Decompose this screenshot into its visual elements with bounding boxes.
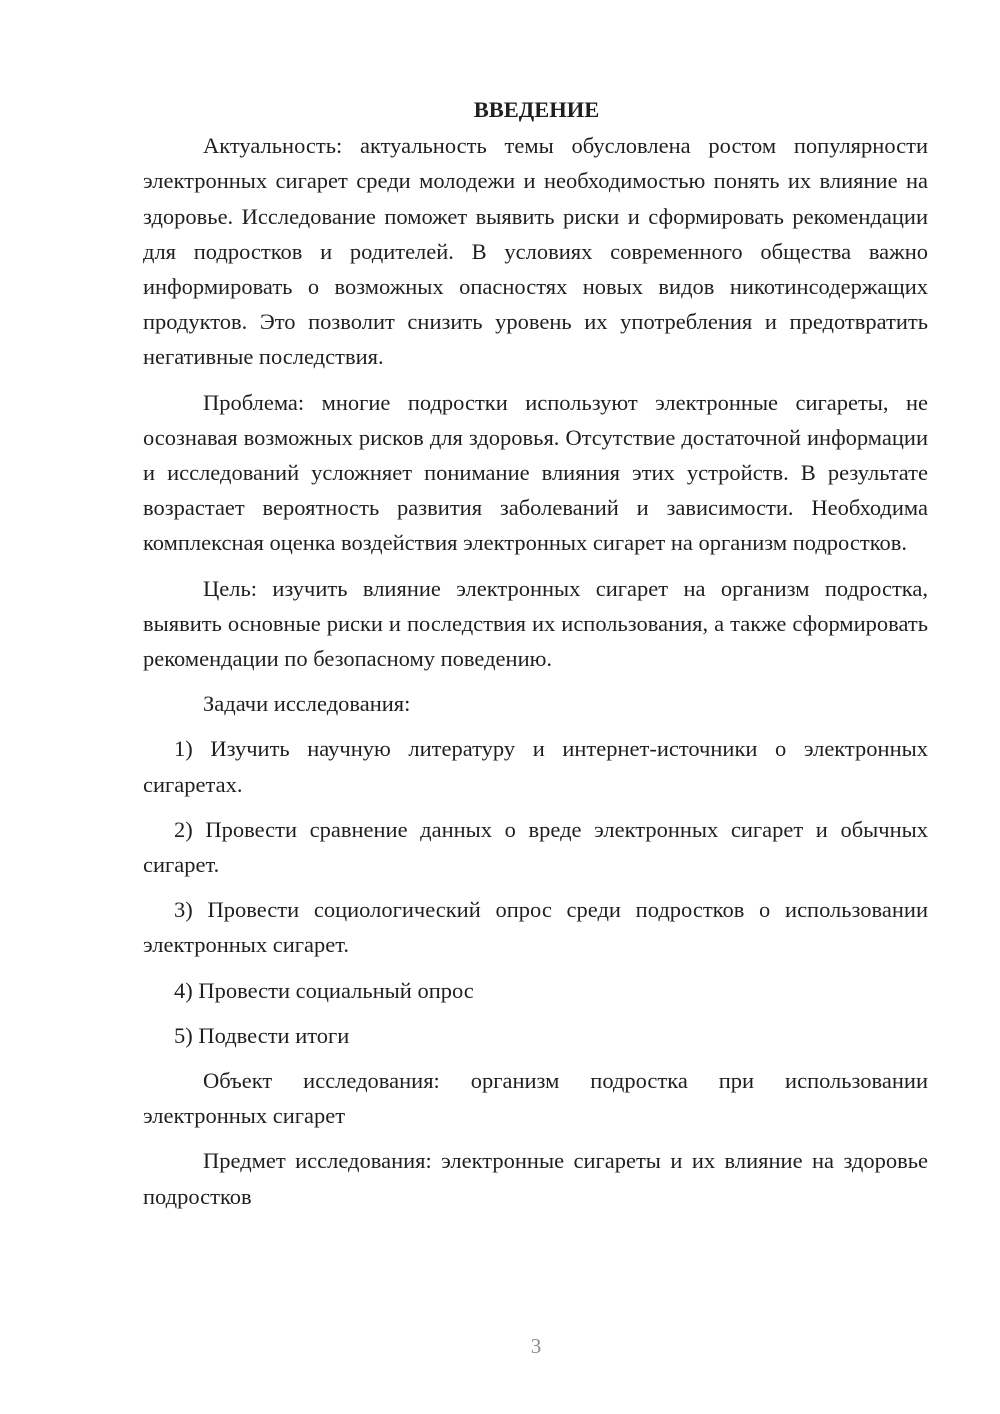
research-object-paragraph: Объект исследования: организм подростка при использовании электронных сигарет xyxy=(143,1068,928,1129)
page-number: 3 xyxy=(530,1334,542,1358)
research-subject-paragraph: Предмет исследования: электронные сигареты и их влияние на здоровье подростков xyxy=(143,1148,928,1209)
tasks-heading: Задачи исследования: xyxy=(203,691,411,717)
problem-paragraph: Проблема: многие подростки используют электронные сигареты, не осознавая возможных рисков для здоровья. Отсутствие достаточной информации и исследований усложняет понимание влияния этих устройств. В результате возрастает вероятность развития заболеваний и зависимости. Необходима комплексная оценка воздействия электронных сигарет на организм подростков. xyxy=(143,389,928,556)
task-item-5: 5) Подвести итоги xyxy=(174,1022,350,1048)
task-item-4: 4) Провести социальный опрос xyxy=(174,977,474,1003)
page-content xyxy=(143,92,928,1224)
section-heading: ВВЕДЕНИЕ xyxy=(473,97,600,122)
goal-paragraph: Цель: изучить влияние электронных сигарет на организм подростка, выявить основные риски и последствия их использования, а также сформировать рекомендации по безопасному поведению. xyxy=(143,575,928,672)
task-item-2: 2) Провести сравнение данных о вреде электронных сигарет и обычных сигарет. xyxy=(143,816,928,878)
relevance-paragraph: Актуальность: актуальность темы обусловлена ростом популярности электронных сигарет среди молодежи и необходимостью понять их влияние на здоровье. Исследование поможет выявить риски и сформировать рекомендации для подростков и родителей. В условиях современного общества важно информировать о возможных опасностях новых видов никотинсодержащих продуктов. Это позволит снизить уровень их употребления и предотвратить негативные последствия. xyxy=(143,133,928,370)
task-item-1: 1) Изучить научную литературу и интернет-источники о электронных сигаретах. xyxy=(143,736,928,797)
task-item-3: 3) Провести социологический опрос среди подростков о использовании электронных сигарет. xyxy=(143,897,928,958)
